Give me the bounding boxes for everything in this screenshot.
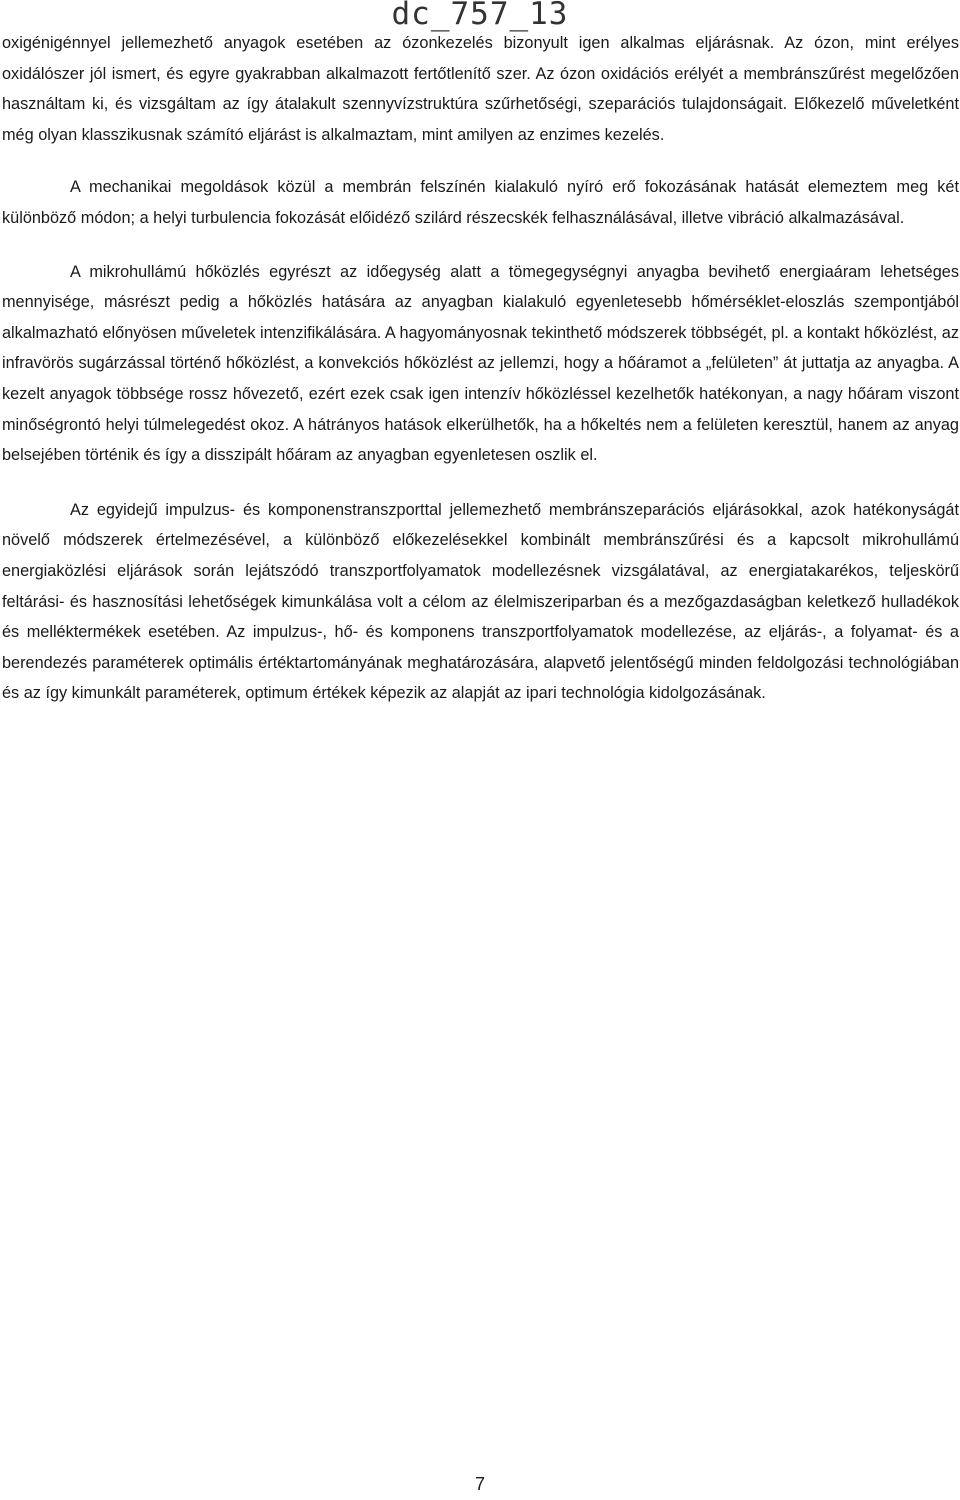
page-number: 7 <box>474 1474 485 1494</box>
document-id-header: dc_757_13 <box>391 0 569 32</box>
paragraph-mechanical-solutions: A mechanikai megoldások közül a membrán felszínén kialakuló nyíró erő fokozásának hatását elemeztem meg két különböző módon; a helyi turbulencia fokozását előidéző szilárd részecskék felhasználásával, illetve vibráció alkalmazásával. <box>2 178 959 227</box>
page-body <box>2 28 959 709</box>
paragraph-microwave-heating: A mikrohullámú hőközlés egyrészt az időegység alatt a tömegegységnyi anyagba bevihető energiaáram lehetséges mennyisége, másrészt pedig a hőközlés hatására az anyagban kialakuló egyenletesebb hőmérséklet-eloszlás szempontjából alkalmazható előnyösen műveletek intenzifikálására. A hagyományosnak tekinthető módszerek többségét, pl. a kontakt hőközlést, az infravörös sugárzással történő hőközlést, a konvekciós hőközlést az jellemzi, hogy a hőáramot a „felületen” át juttatja az anyagba. A kezelt anyagok többsége rossz hővezető, ezért ezek csak igen intenzív hőközléssel kezelhetők hatékonyan, a nagy hőáram viszont minőségrontó helyi túlmelegedést okoz. A hátrányos hatások elkerülhetők, ha a hőkeltés nem a felületen keresztül, hanem az anyag belsejében történik és így a disszipált hőáram az anyagban egyenletesen oszlik el. <box>2 262 959 465</box>
paragraph-ozone-treatment: oxigénigénnyel jellemezhető anyagok esetében az ózonkezelés bizonyult igen alkalmas eljárásnak. Az ózon, mint erélyes oxidálószer jól ismert, és egyre gyakrabban alkalmazott fertőtlenítő szer. Az ózon oxidációs erélyét a membránszűrést megelőzően használtam ki, és vizsgáltam az így átalakult szennyvízstruktúra szűrhetőségi, szeparációs tulajdonságait. Előkezelő műveletként még olyan klasszikusnak számító eljárást is alkalmaztam, mint amilyen az enzimes kezelés. <box>2 34 959 144</box>
paragraph-research-goals: Az egyidejű impulzus- és komponenstranszporttal jellemezhető membránszeparációs eljárásokkal, azok hatékonyságát növelő módszerek értelmezésével, a különböző előkezelésekkel kombinált membránszűrési és a kapcsolt mikrohullámú energiaközlési eljárások során lejátszódó transzportfolyamatok modellezésnek vizsgálatával, az energiatakarékos, teljeskörű feltárási- és hasznosítási lehetőségek kimunkálása volt a célom az élelmiszeriparban és a mezőgazdaságban keletkező hulladékok és melléktermékek esetében. Az impulzus-, hő- és komponens transzportfolyamatok modellezése, az eljárás-, a folyamat- és a berendezés paraméterek optimális értéktartományának meghatározására, alapvető jelentőségű minden feldolgozási technológiában és az így kimunkált paraméterek, optimum értékek képezik az alapját az ipari technológia kidolgozásának. <box>2 500 959 703</box>
